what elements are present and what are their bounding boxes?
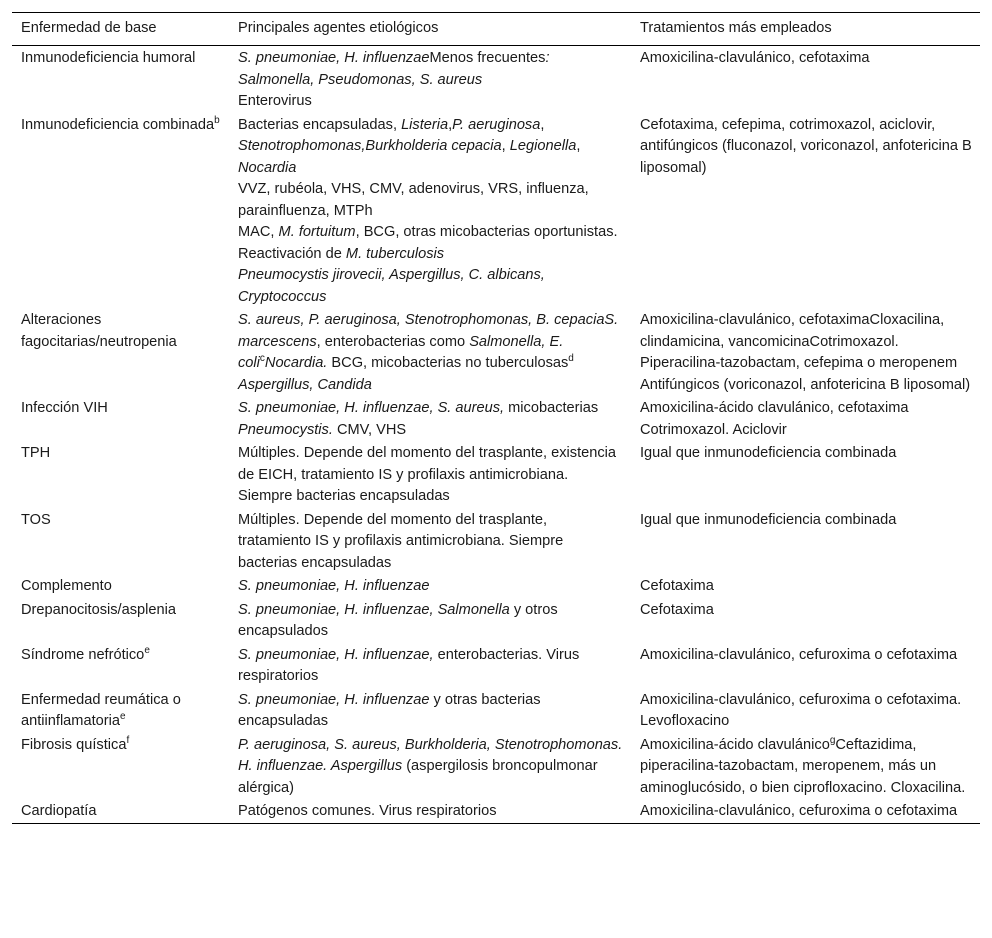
- text: Amoxicilina-ácido clavulánico: [640, 736, 830, 753]
- cell-treatments: [631, 46, 980, 113]
- italic-text: P. aeruginosa, S. aureus, Burkholderia, Stenotrophomonas. H. influenzae. Aspergillus: [238, 736, 623, 774]
- table-row: [12, 688, 980, 733]
- cell-treatments: [631, 508, 980, 575]
- footnote-marker: e: [119, 711, 126, 723]
- disease-name: Complemento: [21, 578, 112, 594]
- italic-text: : Salmonella, Pseudomonas, S. aureus: [238, 50, 550, 88]
- text: Amoxicilina-clavulánico, cefuroxima o cefotaxima: [640, 803, 958, 819]
- cell-agents: [229, 574, 631, 598]
- italic-text: S. pneumoniae, H. influenzae: [238, 691, 430, 708]
- footnote-marker: c: [259, 353, 265, 365]
- treatment-paragraph: [640, 115, 972, 180]
- cell-treatments: [631, 643, 980, 688]
- treatment-paragraph: [640, 801, 972, 823]
- italic-text: S. pneumoniae, H. influenzae: [238, 578, 430, 594]
- treatment-paragraph: [640, 310, 972, 375]
- cell-agents: [229, 441, 631, 508]
- cell-disease: [12, 799, 229, 823]
- text: Múltiples. Depende del momento del trasplante, existencia de EICH, tratamiento IS y profilaxis antimicrobiana. Siempre bacterias encapsuladas: [238, 445, 617, 504]
- treatment-paragraph: [640, 398, 972, 420]
- text: Bacterias encapsuladas,: [238, 116, 402, 133]
- italic-text: M. fortuitum: [278, 224, 356, 240]
- cell-disease: [12, 46, 229, 113]
- italic-text: Legionella: [509, 138, 577, 154]
- italic-text: Pneumocystis.: [238, 421, 333, 438]
- text: Igual que inmunodeficiencia combinada: [640, 445, 897, 461]
- cell-disease: [12, 508, 229, 575]
- footnote-marker: b: [214, 114, 220, 126]
- text: MAC,: [238, 224, 279, 240]
- agent-paragraph: [238, 443, 623, 508]
- table-row: [12, 441, 980, 508]
- treatment-paragraph: [640, 690, 972, 733]
- cell-agents: [229, 46, 631, 113]
- text: Patógenos comunes. Virus respiratorios: [238, 803, 497, 819]
- italic-text: P. aeruginosa: [452, 116, 541, 133]
- text: Menos frecuentes: [429, 50, 546, 66]
- cell-treatments: [631, 113, 980, 309]
- agent-paragraph: [238, 222, 623, 265]
- text: y otros encapsulados: [238, 601, 558, 639]
- disease-name: Fibrosis quística: [21, 736, 127, 753]
- treatment-paragraph: [640, 510, 972, 532]
- disease-name: TOS: [21, 511, 51, 528]
- agent-paragraph: [238, 645, 623, 688]
- italic-text: Pneumocystis jirovecii, Aspergillus, C. albicans, Cryptococcus: [238, 267, 545, 305]
- text: (aspergilosis broncopulmonar alérgica): [238, 758, 598, 796]
- cell-agents: [229, 688, 631, 733]
- text: Ceftazidima, piperacilina-tazobactam, meropenem, más un aminoglucósido, o bien ciprofloxacino. Cloxacilina.: [640, 736, 966, 796]
- text: ,: [501, 138, 510, 154]
- treatment-paragraph: [640, 420, 972, 442]
- cell-agents: [229, 396, 631, 441]
- text: BCG, micobacterias no tuberculosas: [327, 355, 569, 371]
- header-agents: Principales agentes etiológicos: [229, 13, 631, 46]
- agent-paragraph: [238, 310, 623, 375]
- agent-paragraph: [238, 265, 623, 308]
- table-row: [12, 308, 980, 396]
- italic-text: S. aureus, P. aeruginosa, Stenotrophomonas, B. cepaciaS. marcescens: [238, 312, 619, 350]
- treatment-paragraph: [640, 600, 972, 622]
- table-row: [12, 508, 980, 575]
- agent-paragraph: [238, 735, 623, 800]
- text: enterobacterias. Virus respiratorios: [238, 646, 580, 684]
- italic-text: S. pneumoniae, H. influenzae,: [238, 646, 434, 663]
- agent-paragraph: [238, 600, 623, 643]
- cell-treatments: [631, 441, 980, 508]
- footnote-marker: g: [829, 734, 836, 746]
- table-row: [12, 799, 980, 823]
- text: ,: [576, 138, 581, 154]
- table-row: [12, 46, 980, 113]
- text: Amoxicilina-clavulánico, cefotaximaCloxacilina, clindamicina, vancomicinaCotrimoxazol. Piperacilina-tazobactam, cefepima o meropenem: [640, 312, 958, 371]
- italic-text: Nocardia.: [264, 355, 328, 371]
- table-row: [12, 733, 980, 800]
- agent-paragraph: [238, 576, 623, 598]
- cell-agents: [229, 508, 631, 575]
- cell-agents: [229, 598, 631, 643]
- etiology-treatment-table: [12, 12, 980, 824]
- treatment-paragraph: [640, 375, 972, 397]
- cell-disease: [12, 688, 229, 733]
- text: VVZ, rubéola, VHS, CMV, adenovirus, VRS, influenza, parainfluenza, MTPh: [238, 181, 589, 219]
- text: CMV, VHS: [332, 421, 407, 438]
- cell-treatments: [631, 598, 980, 643]
- cell-disease: [12, 308, 229, 396]
- text: ,: [448, 116, 453, 133]
- text: Cefotaxima: [640, 578, 714, 594]
- cell-agents: [229, 643, 631, 688]
- italic-text: Listeria: [401, 116, 449, 133]
- text: Enterovirus: [238, 93, 312, 109]
- italic-text: Salmonella, E. coli: [238, 333, 564, 371]
- disease-name: Inmunodeficiencia humoral: [21, 50, 196, 66]
- treatment-paragraph: [640, 576, 972, 598]
- cell-treatments: [631, 396, 980, 441]
- treatment-paragraph: [640, 735, 972, 800]
- text: Antifúngicos (voriconazol, anfotericina B liposomal): [640, 376, 971, 393]
- cell-disease: [12, 113, 229, 309]
- text: micobacterias: [504, 400, 599, 416]
- agent-paragraph: [238, 510, 623, 575]
- agent-paragraph: [238, 48, 623, 91]
- cell-disease: [12, 598, 229, 643]
- table-row: [12, 574, 980, 598]
- disease-name: Drepanocitosis/asplenia: [21, 601, 176, 618]
- agent-paragraph: [238, 375, 623, 397]
- disease-name: Síndrome nefrótico: [21, 646, 145, 663]
- italic-text: Nocardia: [238, 159, 297, 176]
- disease-name: TPH: [21, 445, 51, 461]
- agent-paragraph: [238, 91, 623, 113]
- italic-text: S. pneumoniae, H. influenzae: [238, 50, 430, 66]
- agent-paragraph: [238, 801, 623, 823]
- disease-name: Alteraciones fagocitarias/neutropenia: [21, 312, 177, 350]
- table-row: [12, 598, 980, 643]
- cell-disease: [12, 643, 229, 688]
- agent-paragraph: [238, 690, 623, 733]
- cell-agents: [229, 113, 631, 309]
- cell-treatments: [631, 308, 980, 396]
- disease-name: Enfermedad reumática o antiinflamatoria: [21, 691, 181, 729]
- text: Amoxicilina-clavulánico, cefotaxima: [640, 50, 870, 66]
- agent-paragraph: [238, 420, 623, 442]
- table-row: [12, 396, 980, 441]
- text: Amoxicilina-ácido clavulánico, cefotaxima: [640, 400, 909, 416]
- cell-treatments: [631, 799, 980, 823]
- italic-text: Aspergillus, Candida: [238, 376, 372, 393]
- cell-treatments: [631, 733, 980, 800]
- text: , enterobacterias como: [316, 333, 470, 350]
- footnote-marker: f: [126, 734, 130, 746]
- text: , BCG, otras micobacterias oportunistas. Reactivación de: [238, 224, 618, 262]
- text: Cotrimoxazol. Aciclovir: [640, 421, 787, 438]
- cell-treatments: [631, 574, 980, 598]
- footnote-marker: d: [568, 353, 574, 365]
- text: ,: [540, 116, 545, 133]
- text: y otras bacterias encapsuladas: [238, 691, 541, 729]
- italic-text: Stenotrophomonas,Burkholderia cepacia: [238, 138, 502, 154]
- text: Múltiples. Depende del momento del trasplante, tratamiento IS y profilaxis antimicrobiana. Siempre bacterias encapsuladas: [238, 511, 564, 571]
- cell-treatments: [631, 688, 980, 733]
- text: Cefotaxima, cefepima, cotrimoxazol, aciclovir, antifúngicos (fluconazol, voriconazol, anfotericina B liposomal): [640, 116, 972, 176]
- treatment-paragraph: [640, 645, 972, 667]
- cell-disease: [12, 396, 229, 441]
- treatment-paragraph: [640, 443, 972, 465]
- cell-disease: [12, 441, 229, 508]
- italic-text: S. pneumoniae, H. influenzae, S. aureus,: [238, 400, 505, 416]
- agent-paragraph: [238, 115, 623, 180]
- footnote-marker: e: [144, 644, 150, 656]
- disease-name: Cardiopatía: [21, 803, 97, 819]
- text: Amoxicilina-clavulánico, cefuroxima o cefotaxima. Levofloxacino: [640, 691, 962, 729]
- cell-agents: [229, 733, 631, 800]
- table-row: [12, 113, 980, 309]
- table-header-row: [12, 13, 980, 46]
- text: Igual que inmunodeficiencia combinada: [640, 511, 897, 528]
- cell-agents: [229, 308, 631, 396]
- agent-paragraph: [238, 179, 623, 222]
- etiology-treatment-table-container: [12, 12, 980, 824]
- cell-disease: [12, 574, 229, 598]
- disease-name: Inmunodeficiencia combinada: [21, 116, 215, 133]
- text: Cefotaxima: [640, 601, 714, 618]
- table-body: [12, 46, 980, 824]
- cell-disease: [12, 733, 229, 800]
- agent-paragraph: [238, 398, 623, 420]
- cell-agents: [229, 799, 631, 823]
- table-row: [12, 643, 980, 688]
- italic-text: S. pneumoniae, H. influenzae, Salmonella: [238, 601, 510, 618]
- treatment-paragraph: [640, 48, 972, 70]
- italic-text: M. tuberculosis: [345, 245, 445, 262]
- header-treatments: Tratamientos más empleados: [631, 13, 980, 46]
- text: Amoxicilina-clavulánico, cefuroxima o cefotaxima: [640, 646, 958, 663]
- disease-name: Infección VIH: [21, 400, 108, 416]
- header-disease: Enfermedad de base: [12, 13, 229, 46]
